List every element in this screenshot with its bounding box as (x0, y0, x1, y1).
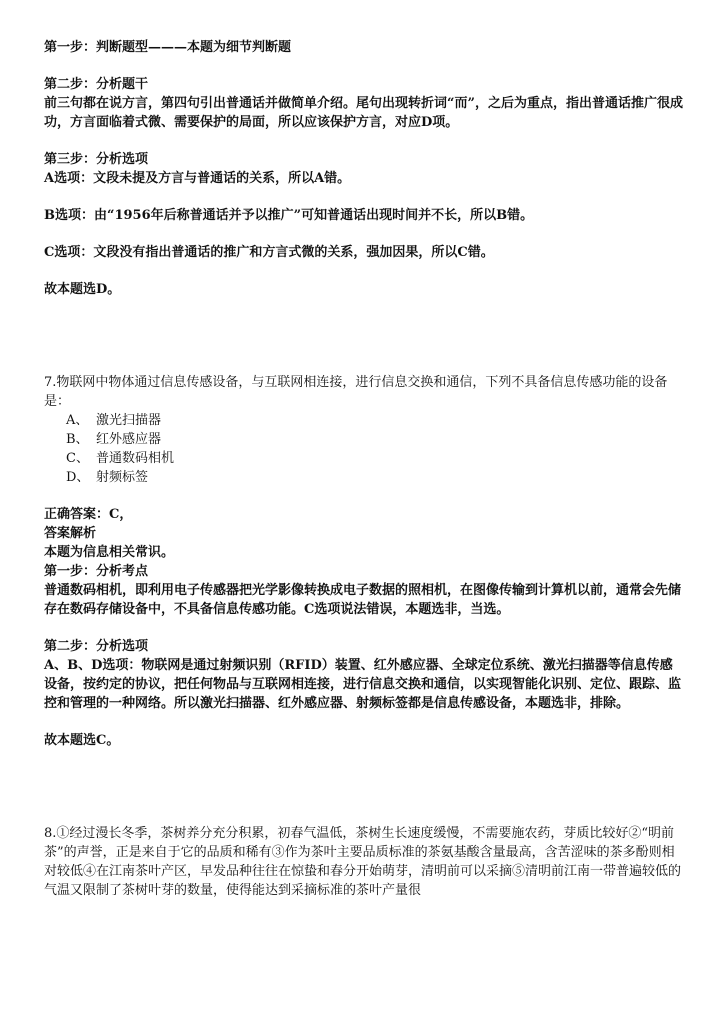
q8-stem: 8.①经过漫长冬季，茶树养分充分积累，初春气温低，茶树生长速度缓慢，不需要施农药，芽质比较好②“明前茶”的声誉，正是来自于它的品质和稀有③作为茶叶主要品质标准的茶氨基酸含量最高，含苦涩味的茶多酚则相对较低④在江南茶叶产区，早发品种往往在惊蛰和春分开始萌芽，清明前可以采摘⑤清明前江南一带普遍较低的气温又限制了茶树叶芽的数量，使得能达到采摘标准的茶叶产量很 (44, 826, 682, 898)
q6-option-a-analysis: A选项：文段未提及方言与普通话的关系，所以A错。 (44, 171, 351, 186)
q7-option-d (44, 468, 684, 487)
option-text: 射频标签 (96, 470, 149, 485)
option-text: 红外感应器 (96, 432, 162, 447)
q6-option-c-analysis: C选项：文段没有指出普通话的推广和方言式微的关系，强加因果，所以C错。 (44, 245, 494, 260)
q7-step1-body: 普通数码相机，即利用电子传感器把光学影像转换成电子数据的照相机，在图像传输到计算机以前，通常会先储存在数码存储设备中，不具备信息传感功能。C选项说法错误，本题选非，当选。 (44, 583, 682, 617)
q6-step2-title: 第二步：分析题干 (44, 77, 149, 92)
q6-conclusion: 故本题选D。 (44, 282, 121, 297)
q6-option-b-analysis: B选项：由“1956年后称普通话并予以推广”可知普通话出现时间并不长，所以B错。 (44, 208, 534, 223)
q7-answer: 正确答案：C， (44, 507, 133, 522)
option-letter: B、 (66, 432, 89, 447)
q7-option-b (44, 430, 684, 449)
option-letter: C、 (66, 451, 89, 466)
q6-step1: 第一步：判断题型———本题为细节判断题 (44, 40, 292, 55)
q7-step2-body: A、B、D选项：物联网是通过射频识别（RFID）装置、红外感应器、全球定位系统、激光扫描器等信息传感设备，按约定的协议，把任何物品与互联网相连接，进行信息交换和通信，以实现智能化识别、定位、跟踪、监控和管理的一种网络。所以激光扫描器、红外感应器、射频标签都是信息传感设备，本题选非，排除。 (44, 658, 682, 711)
q7-step2-title: 第二步：分析选项 (44, 639, 149, 654)
option-text: 激光扫描器 (96, 413, 162, 428)
q6-step2-body: 前三句都在说方言，第四句引出普通话并做简单介绍。尾句出现转折词“而”，之后为重点，指出普通话推广很成功，方言面临着式微、需要保护的局面，所以应该保护方言，对应D项。 (44, 96, 683, 130)
option-letter: D、 (66, 470, 90, 485)
q7-step1-title: 第一步：分析考点 (44, 564, 149, 579)
q7-conclusion: 故本题选C。 (44, 733, 120, 748)
option-text: 普通数码相机 (96, 451, 175, 466)
q7-option-a (44, 411, 684, 430)
q7-option-c (44, 449, 684, 468)
option-letter: A、 (66, 413, 89, 428)
document-page (44, 38, 684, 900)
q7-intro: 本题为信息相关常识。 (44, 545, 175, 560)
q7-stem: 7.物联网中物体通过信息传感设备，与互联网相连接，进行信息交换和通信，下列不具备信息传感功能的设备是： (44, 375, 668, 409)
q6-step3-title: 第三步：分析选项 (44, 152, 149, 167)
q7-analysis-title: 答案解析 (44, 526, 97, 541)
